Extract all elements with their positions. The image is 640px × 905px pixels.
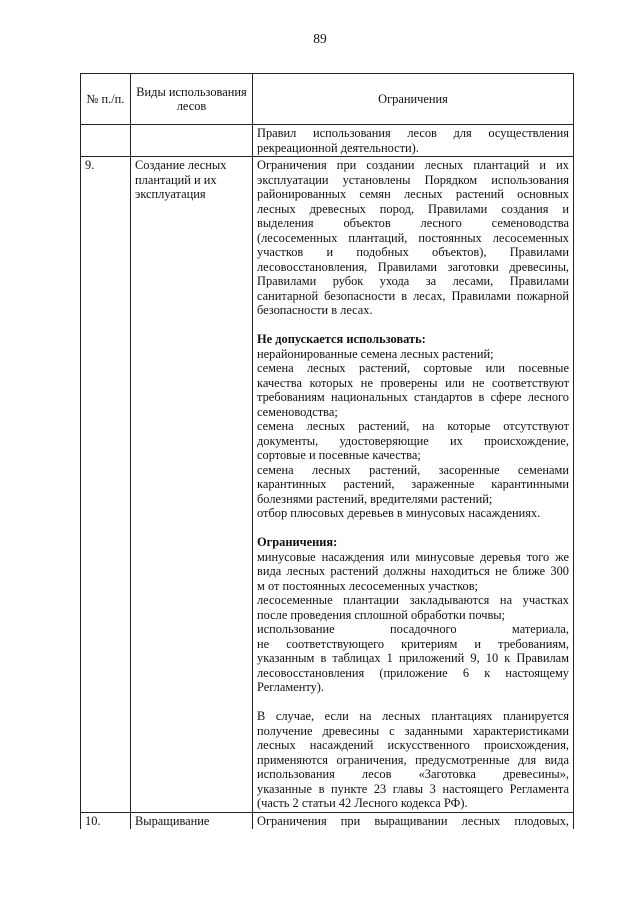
row10-restrictions: Ограничения при выращивании лесных плодовых, xyxy=(253,812,574,829)
row9-type: Создание лесных плантаций и их эксплуатация xyxy=(131,157,253,813)
continuation-row xyxy=(81,125,574,157)
continuation-text: Правил использования лесов для осуществления рекреационной деятельности). xyxy=(253,125,574,157)
row9-restrictions: Ограничения при создании лесных плантаций и их эксплуатации установлены Порядком использования районированных семян лесных растений основных лесных древесных пород, Правилами создания и выделения объектов лесного семеноводства (лесосеменных плантаций, постоянных лесосеменных участков и подобных объектов), Правилами лесовосстановления, Правилами заготовки древесины, Правилами рубок ухода за лесами, Правилами санитарной безопасности в лесах, Правилами пожарной безопасности в лесах. Не допускается использовать: нерайонированные семена лесных растений; семена лесных растений, сортовые или посевные качества которых не проверены или не соответствуют требованиям национальных стандартов в сфере лесного семеноводства; семена лесных растений, на которые отсутствуют документы, удостоверяющие их происхождение, сортовые и посевные качества; семена лесных растений, засоренные семенами карантинных растений, зараженные карантинными болезнями растений, вредителями растений; отбор плюсовых деревьев в минусовых насаждениях. Ограничения: минусовые насаждения или минусовые деревья того же вида лесных растений должны находиться не ближе 300 м от постоянных лесосеменных участков; лесосеменные плантации закладываются на участках после проведения сплошной обработки почвы; использование посадочного материала, не соответствующего критериям и требованиям, указанным в таблицах 1 приложений 9, 10 к Правилам лесовосстановления (приложение 6 к настоящему Регламенту). В случае, если на лесных плантациях планируется получение древесины с заданными характеристиками лесных насаждений искусственного происхождения, применяются ограничения, предусмотренные для вида использования лесов «Заготовка древесины», указанные в пункте 23 главы 3 настоящего Регламента (часть 2 статьи 42 Лесного кодекса РФ). xyxy=(253,157,574,813)
page-number: 89 xyxy=(313,31,327,46)
restrictions-table xyxy=(80,73,574,829)
heading-restrictions: Ограничения: xyxy=(257,535,338,549)
row10-type: Выращивание xyxy=(131,812,253,829)
header-type: Виды использования лесов xyxy=(131,74,253,125)
table-row-10 xyxy=(81,812,574,829)
row9-num: 9. xyxy=(81,157,131,813)
table-header-row xyxy=(81,74,574,125)
row10-num: 10. xyxy=(81,812,131,829)
header-num: № п./п. xyxy=(81,74,131,125)
header-restrictions: Ограничения xyxy=(253,74,574,125)
table-row-9 xyxy=(81,157,574,813)
heading-not-allowed: Не допускается использовать: xyxy=(257,332,426,346)
